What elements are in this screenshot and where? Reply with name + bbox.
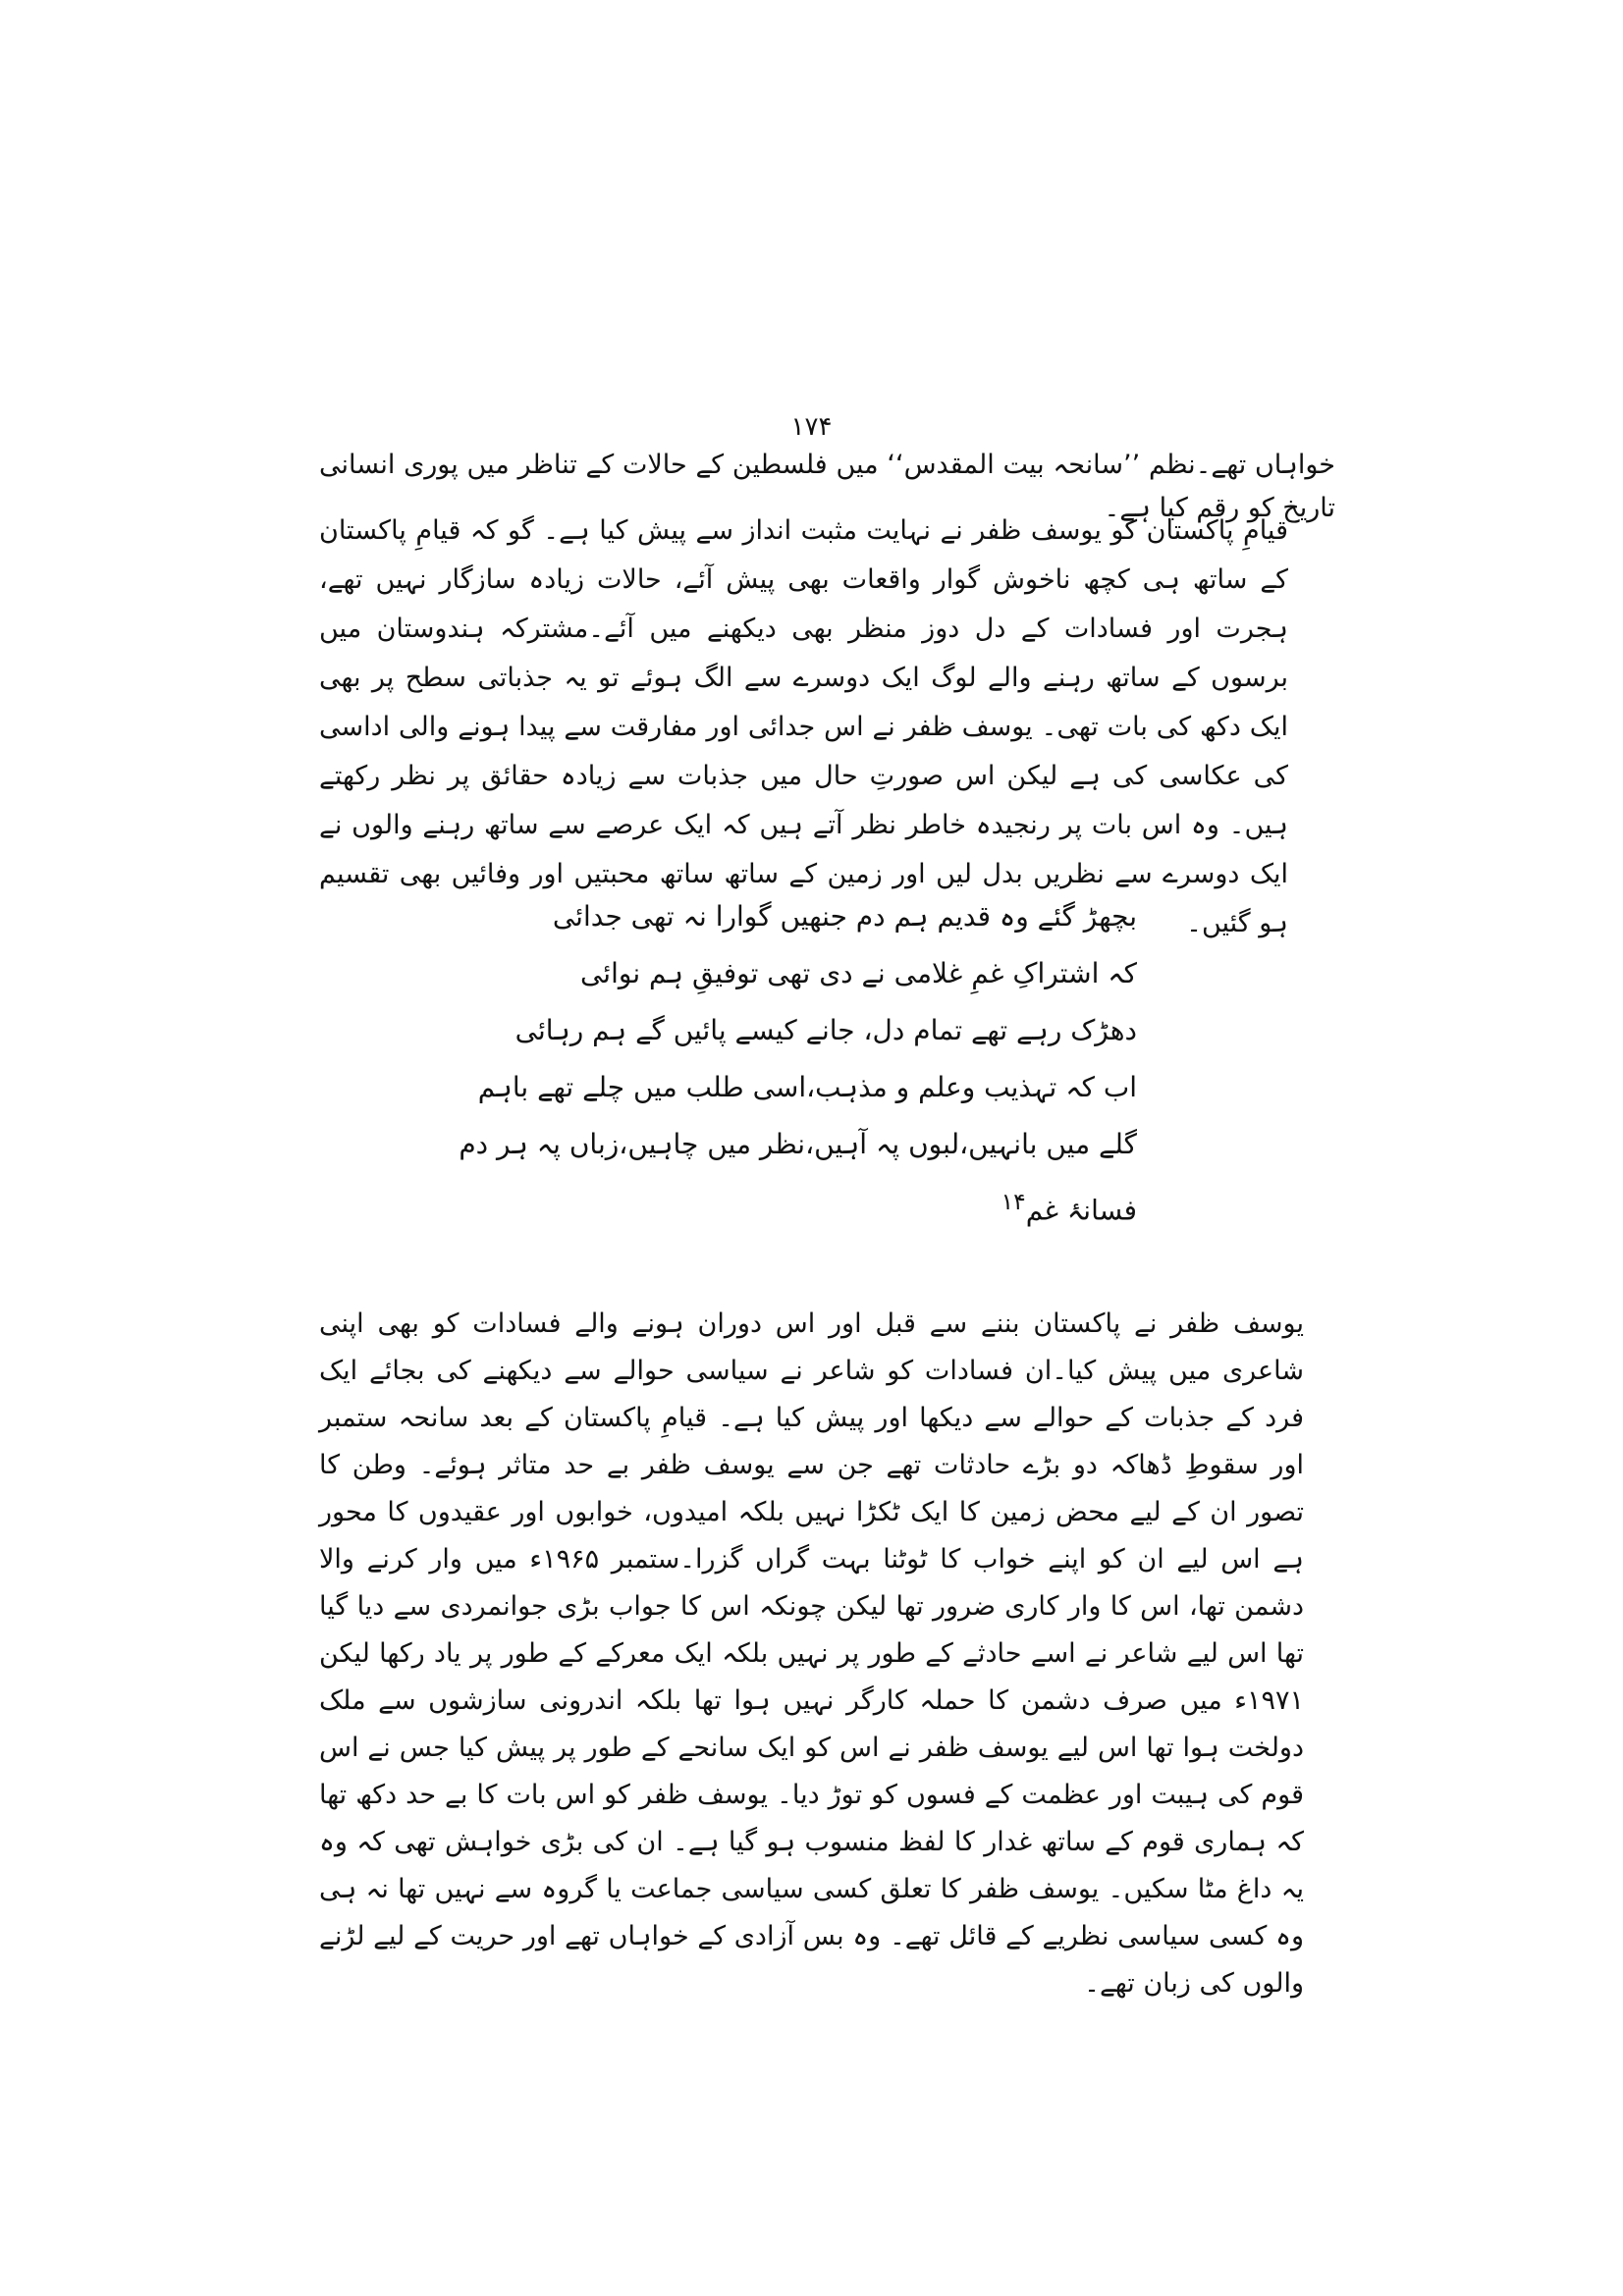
poem bbox=[459, 888, 1137, 1230]
poem-verse: بچھڑ گئے وہ قدیم ہم دم جنھیں گوارا نہ تھی جدائی bbox=[552, 900, 1137, 933]
intro-text: خواہاں تھے۔نظم ’’سانحہ بیت المقدس‘‘ میں فلسطین کے حالات کے تناظر میں پوری انسانی تاریخ کو رقم کیا ہے۔ bbox=[319, 450, 1335, 523]
footnote-marker: ۱۴ bbox=[1001, 1188, 1026, 1215]
paragraph-text: یوسف ظفر نے پاکستان بننے سے قبل اور اس دوران ہونے والے فسادات کو بھی اپنی شاعری میں پیش کیا۔ان فسادات کو شاعر نے سیاسی حوالے سے دیکھنے کی بجائے ایک فرد کے جذبات کے حوالے سے دیکھا اور پیش کیا ہے۔ قیامِ پاکستان کے بعد سانحہ ستمبر اور سقوطِ ڈھاکہ دو بڑے حادثات تھے جن سے یوسف ظفر بے حد متاثر ہوئے۔ وطن کا تصور ان کے لیے محض زمین کا ایک ٹکڑا نہیں بلکہ امیدوں، خوابوں اور عقیدوں کا محور ہے اس لیے ان کو اپنے خواب کا ٹوٹنا بہت گراں گزرا۔ستمبر ۱۹۶۵ء میں وار کرنے والا دشمن تھا، اس کا وار کاری ضرور تھا لیکن چونکہ اس کا جواب بڑی جوانمردی سے دیا گیا تھا اس لیے شاعر نے اسے حادثے کے طور پر نہیں بلکہ ایک معرکے کے طور پر یاد رکھا لیکن ۱۹۷۱ء میں صرف دشمن کا حملہ کارگر نہیں ہوا تھا بلکہ اندرونی سازشوں سے ملک دولخت ہوا تھا اس لیے یوسف ظفر نے اس کو ایک سانحے کے طور پر پیش کیا جس نے اس قوم کی ہیبت اور عظمت کے فسوں کو توڑ دیا۔ یوسف ظفر کو اس بات کا بے حد دکھ تھا کہ ہماری قوم کے ساتھ غدار کا لفظ منسوب ہو گیا ہے۔ ان کی بڑی خواہش تھی کہ وہ یہ داغ مٹا سکیں۔ یوسف ظفر کا تعلق کسی سیاسی جماعت یا گروہ سے نہیں تھا نہ ہی وہ کسی سیاسی نظریے کے قائل تھے۔ وہ بس آزادی کے خواہاں تھے اور حریت کے لیے لڑنے والوں کی زبان تھے۔ bbox=[319, 1308, 1304, 1999]
poem-verse: کہ اشتراکِ غمِ غلامی نے دی تھی توفیقِ ہم نوائی bbox=[579, 957, 1137, 989]
paragraph-partition bbox=[319, 507, 1335, 948]
page-number: ۱۷۴ bbox=[790, 412, 833, 442]
paragraph-text: قیامِ پاکستان کو یوسف ظفر نے نہایت مثبت انداز سے پیش کیا ہے۔ گو کہ قیامِ پاکستان کے ساتھ ہی کچھ ناخوش گوار واقعات بھی پیش آئے، حالات زیادہ سازگار نہیں تھے، ہجرت اور فسادات کے دل دوز منظر بھی دیکھنے میں آئے۔مشترکہ ہندوستان میں برسوں کے ساتھ رہنے والے لوگ ایک دوسرے سے الگ ہوئے تو یہ جذباتی سطح پر بھی ایک دکھ کی بات تھی۔ یوسف ظفر نے اس جدائی اور مفارقت سے پیدا ہونے والی اداسی کی عکاسی کی ہے لیکن اس صورتِ حال میں جذبات سے زیادہ حقائق پر نظر رکھتے ہیں۔ وہ اس بات پر رنجیدہ خاطر نظر آتے ہیں کہ ایک عرصے سے ساتھ رہنے والوں نے ایک دوسرے سے نظریں بدل لیں اور زمین کے ساتھ ساتھ محبتیں اور وفائیں بھی تقسیم ہو گئیں۔ bbox=[319, 515, 1288, 938]
poem-closing bbox=[626, 1173, 1137, 1230]
poem-verse: دھڑک رہے تھے تمام دل، جانے کیسے پائیں گے ہم رہائی bbox=[514, 1014, 1137, 1046]
poem-closing-text: فسانۂ غم bbox=[1025, 1194, 1137, 1227]
paragraph-section bbox=[319, 1301, 1335, 2007]
poem-verse: گلے میں بانہیں،لبوں پہ آہیں،نظر میں چاہیں،زباں پہ ہر دم bbox=[459, 1128, 1137, 1160]
poem-verse: اب کہ تہذیب وعلم و مذہب،اسی طلب میں چلے تھے باہم bbox=[477, 1071, 1137, 1103]
